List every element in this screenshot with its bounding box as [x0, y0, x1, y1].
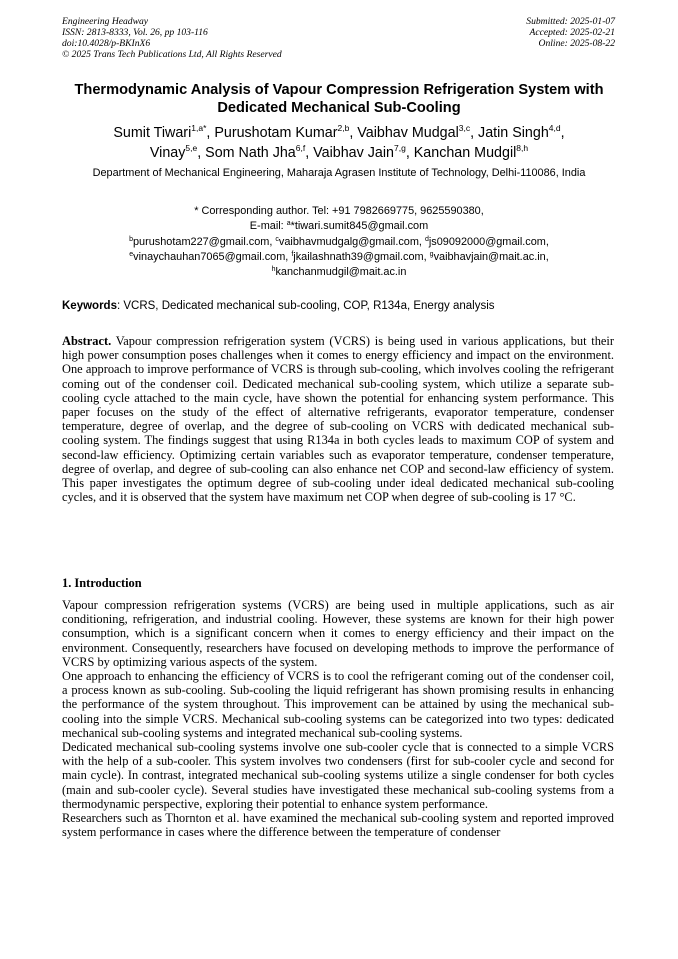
date-accepted: Accepted: 2025-02-21 [529, 27, 615, 39]
email-link[interactable]: *tiwari.sumit845@gmail.com [290, 220, 429, 233]
email-line: E-mail: $^a$*tiwari.sumit845@gmail.com [249, 220, 429, 233]
date-online: Online: 2025-08-22 [538, 38, 615, 50]
paragraph: Researchers such as Thornton et al. have examined the mechanical sub-cooling system and reported improved system performance in cases where the difference between the temperature of condenser [62, 811, 614, 840]
email-link[interactable]: jkailashnath39@gmail.com, [293, 250, 430, 263]
email-link[interactable]: js09092000@gmail.com, [428, 235, 549, 248]
paragraph: One approach to enhancing the efficiency of VCRS is to cool the refrigerant coming out of the condenser coil, a process known as sub-cooling. Sub-cooling the liquid refrigerant has shown promising results in enhancing the performance of the system throughout. This improvement can be attained by using the mechanical sub-cooling into the simple VCRS. Mechanical sub-cooling systems can be categorized into two types: dedicated mechanical sub-cooling systems and integrated mechanical sub-cooling systems. [62, 669, 614, 740]
author: Purushotam Kumar$^{2,b}$ [214, 123, 350, 141]
paragraph: Dedicated mechanical sub-cooling systems involve one sub-cooler cycle that is connected to a simple VCRS with the help of a sub-cooler. This system involves two condensers (first for sub-cooler cycle and second for main cycle). In contrast, integrated mechanical sub-cooling systems utilize a single condenser for both cycles (main and sub-cooler cycle). Several studies have investigated these mechanical sub-cooling systems from a thermodynamic perspective, exploring their potential to enhance system performance. [62, 740, 614, 811]
section-heading: 1. Introduction [62, 576, 142, 590]
email-link[interactable]: vaibhavjain@mait.ac.in, [433, 250, 549, 263]
submission-dates [526, 16, 615, 49]
author: Vaibhav Mudgal$^{3,c}$ [357, 123, 471, 141]
keywords [62, 299, 616, 313]
author-list: Sumit Tiwari$^{1,a*}$, Purushotam Kumar$^{2,b}$, Vaibhav Mudgal$^{3,c}$, Jatin Singh$^{4,d}$, Vinay$^{5,e}$, Som Nath Jha$^{6,f}$, Vaibhav Jain$^{7,g}$, Kanchan Mudgil$^{8,h}$ [113, 123, 565, 161]
abstract [62, 334, 614, 504]
author: Jatin Singh$^{4,d}$ [478, 123, 561, 141]
email-line: $^e$vinaychauhan7065@gmail.com, $^f$jkailashnath39@gmail.com, $^g$vaibhavjain@mait.ac.in, [129, 250, 549, 263]
journal-copyright: © 2025 Trans Tech Publications Ltd, All Rights Reserved [62, 49, 282, 61]
corresponding-author: * Corresponding author. Tel: +91 7982669775, 9625590380, [194, 205, 484, 217]
author: Vinay$^{5,e}$ [149, 142, 198, 161]
keywords-label: Keywords [62, 300, 117, 312]
journal-name: Engineering Headway [62, 16, 149, 27]
affiliation: Department of Mechanical Engineering, Maharaja Agrasen Institute of Technology, Delhi-110086, India [92, 167, 586, 179]
author: Sumit Tiwari$^{1,a*}$ [113, 123, 207, 141]
journal-doi[interactable]: doi:10.4028/p-BKInX6 [62, 38, 151, 50]
author: Som Nath Jha$^{6,f}$ [205, 142, 306, 161]
abstract-text: Vapour compression refrigeration system (VCRS) is being used in various applications, but their high power consumption poses challenges when it comes to energy efficiency and impact on the environment. One approach to improve performance of VCRS is through sub-cooling, which involves cooling the refrigerant coming out of the condenser coil. Dedicated mechanical sub-cooling system, which utilize a separate sub-cooling cycle attached to the main cycle, have shown the potential for enhancing system performance. This paper focuses on the study of the effect of alternative refrigerants, evaporator temperature, condenser temperature, degree of overlap, and the degree of sub-cooling on VCRS with dedicated mechanical sub-cooling system. The findings suggest that using R134a in both cycles leads to maximum COP of system and second-law efficiency. Optimizing certain variables such as evaporator temperature, condenser temperature, degree of overlap, and degree of sub-cooling can also enhance net COP and second-law efficiency of system. This paper investigates the optimum degree of sub-cooling under ideal dedicated mechanical sub-cooling cycles, and it is observed that the system have maximum net COP when degree of sub-cooling is 17 °C. [62, 334, 614, 505]
author: Vaibhav Jain$^{7,g}$ [313, 142, 406, 161]
paragraph: Vapour compression refrigeration systems (VCRS) are being used in multiple applications, such as air conditioning, refrigeration, and industrial cooling. However, these systems are known for their high power consumption, which is a significant concern when it comes to energy efficiency and their impact on the environment. Consequently, researchers have focused on developing methods to improve the performance of VCRS by optimizing various aspects of the system. [62, 598, 614, 669]
email-line: $^b$purushotam227@gmail.com, $^c$vaibhavmudgalg@gmail.com, $^d$js09092000@gmail.com, [129, 235, 549, 248]
date-submitted: Submitted: 2025-01-07 [526, 16, 615, 27]
contact-info [60, 204, 618, 280]
email-link[interactable]: vinaychauhan7065@gmail.com, [133, 250, 292, 263]
author: Kanchan Mudgil$^{8,h}$ [413, 142, 529, 161]
email-link[interactable]: vaibhavmudgalg@gmail.com, [278, 235, 425, 248]
email-line: $^h$kanchanmudgil@mait.ac.in [271, 266, 407, 279]
paper-title: Thermodynamic Analysis of Vapour Compression Refrigeration System with Dedicated Mechanical Sub-Cooling [74, 82, 604, 116]
introduction-body [62, 598, 614, 839]
email-link[interactable]: kanchanmudgil@mait.ac.in [275, 266, 407, 279]
keywords-text: : VCRS, Dedicated mechanical sub-cooling, COP, R134a, Energy analysis [116, 300, 495, 312]
abstract-label: Abstract. [62, 334, 112, 348]
journal-issn: ISSN: 2813-8333, Vol. 26, pp 103-116 [62, 27, 208, 39]
email-link[interactable]: purushotam227@gmail.com, [133, 235, 276, 248]
journal-info [62, 16, 282, 60]
